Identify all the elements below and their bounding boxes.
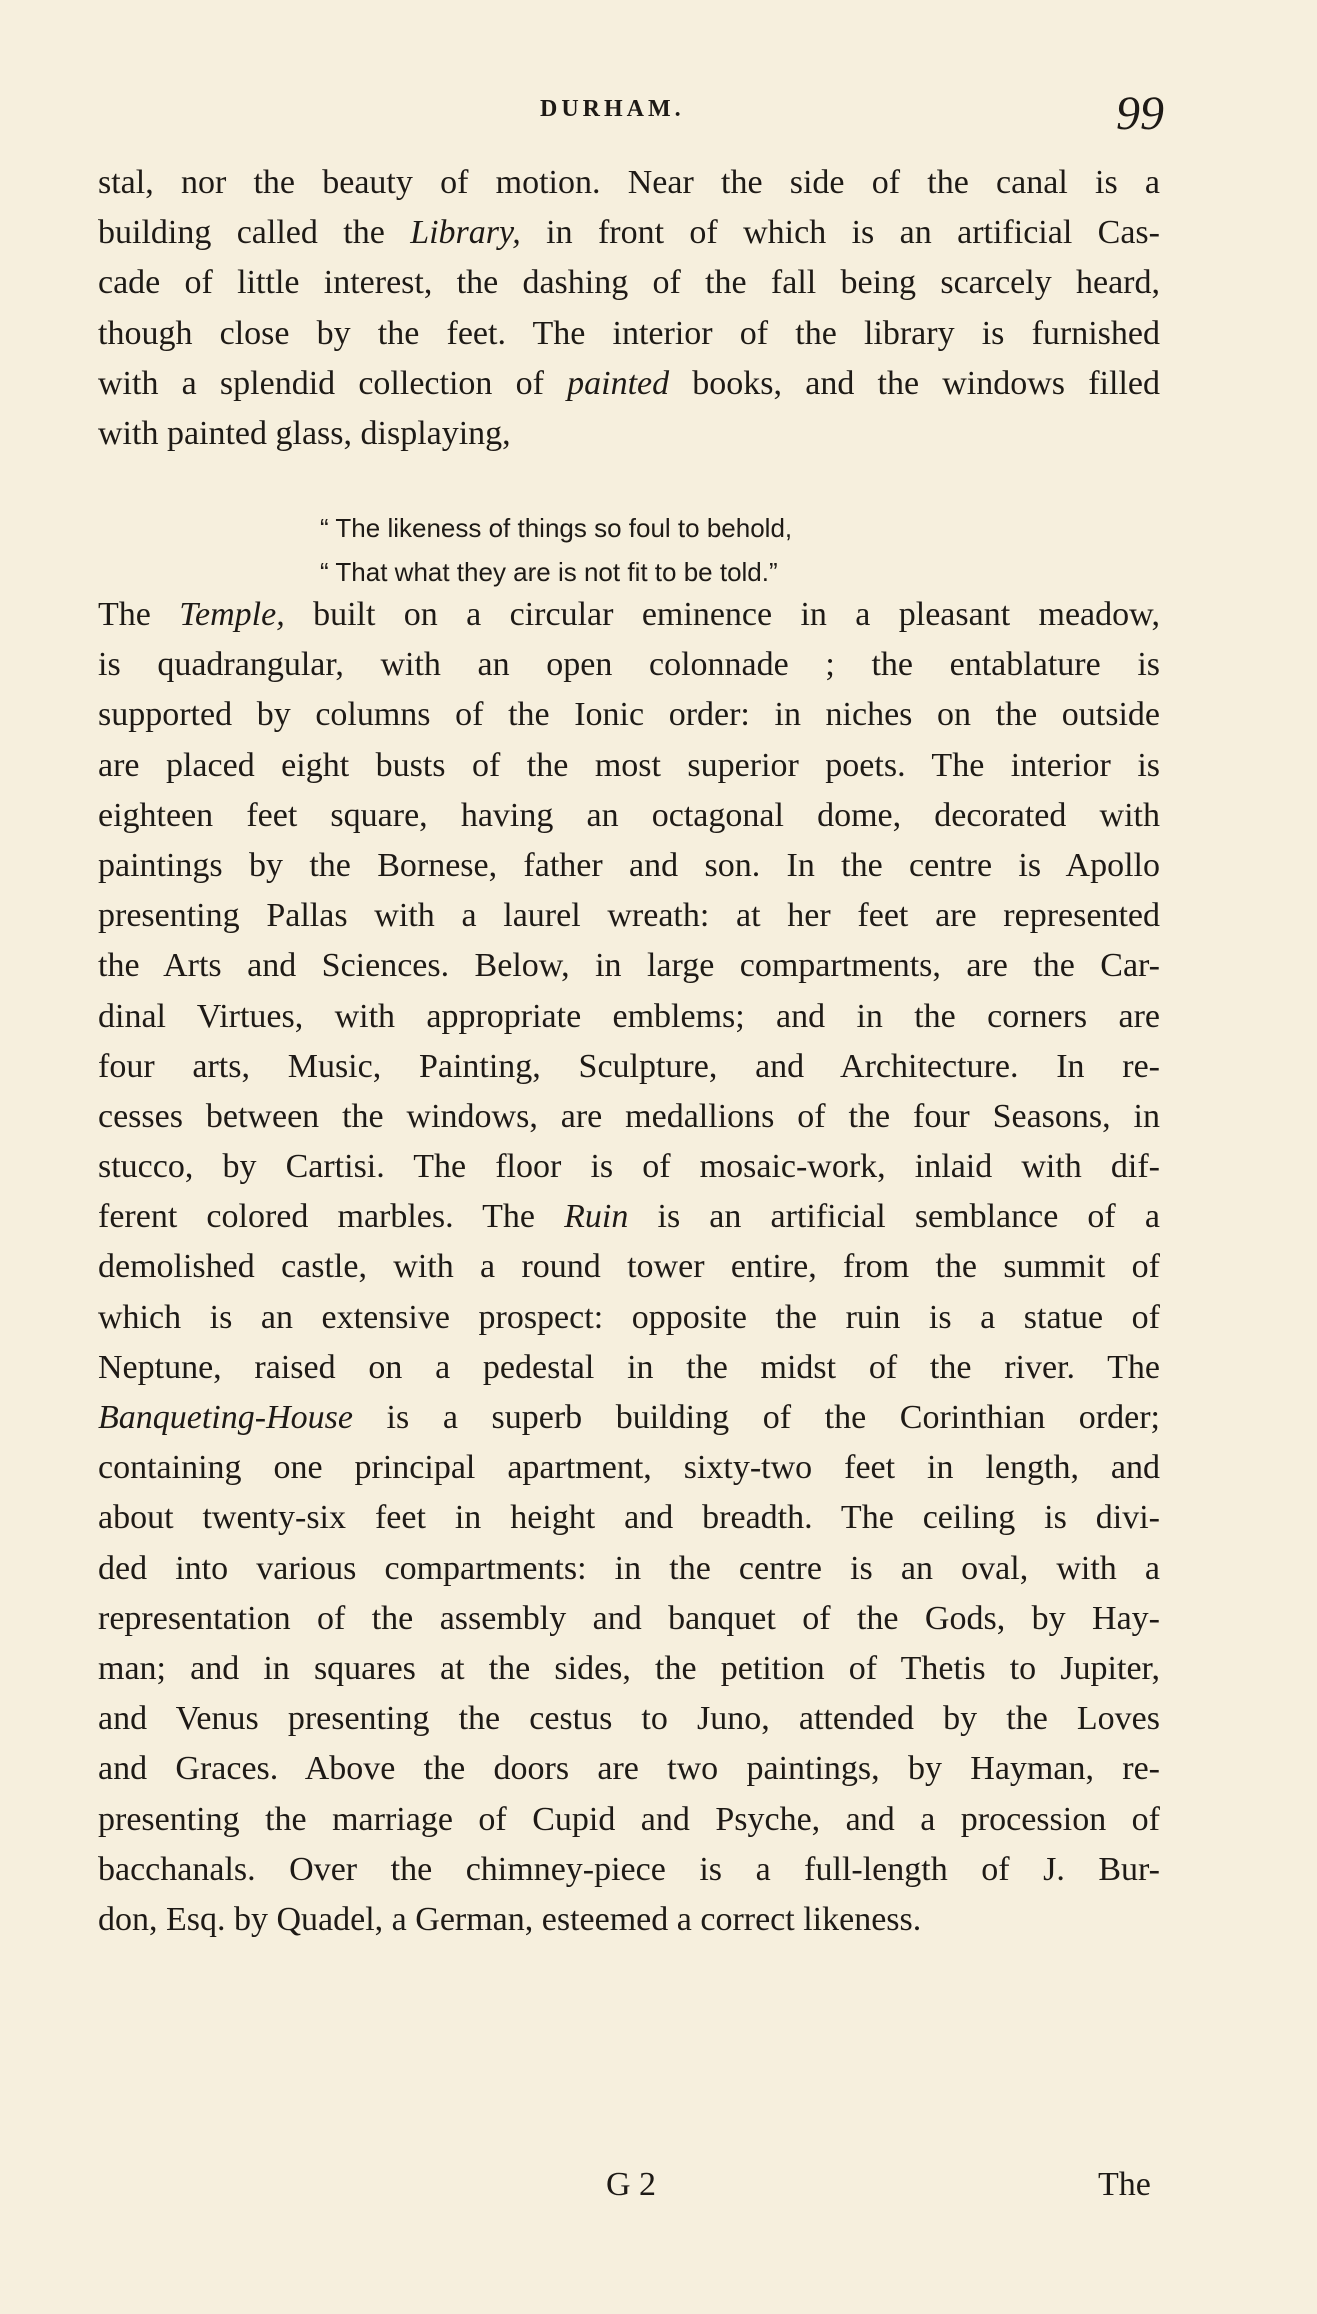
text-line: containing one principal apartment, sixty-two feet in length, and	[98, 1449, 1160, 1487]
text-line: with a splendid collection of painted books, and the windows filled	[98, 364, 1160, 402]
italic-term: painted	[567, 364, 670, 402]
text-line: about twenty-six feet in height and breadth. The ceiling is divi-	[98, 1499, 1160, 1537]
text-line: building called the Library, in front of which is an artificial Cas-	[98, 214, 1160, 252]
text-line: and Graces. Above the doors are two paintings, by Hayman, re-	[98, 1750, 1160, 1788]
text-line: paintings by the Bornese, father and son. In the centre is Apollo	[98, 846, 1160, 884]
text-line: ferent colored marbles. The Ruin is an artificial semblance of a	[98, 1198, 1160, 1236]
text-line: cade of little interest, the dashing of the fall being scarcely heard,	[98, 264, 1160, 302]
text-line: supported by columns of the Ionic order: in niches on the outside	[98, 696, 1160, 734]
italic-term: Banqueting-House	[98, 1399, 353, 1436]
text-line: which is an extensive prospect: opposite the ruin is a statue of	[98, 1298, 1160, 1336]
text-line: representation of the assembly and banquet of the Gods, by Hay-	[98, 1599, 1160, 1637]
text-line: eighteen feet square, having an octagonal dome, decorated with	[98, 796, 1160, 834]
italic-term: Ruin	[564, 1198, 629, 1236]
text-line: demolished castle, with a round tower entire, from the summit of	[98, 1248, 1160, 1286]
text-line: four arts, Music, Painting, Sculpture, and Architecture. In re-	[98, 1047, 1160, 1085]
paragraph-library	[98, 158, 1160, 459]
italic-term: Library,	[410, 214, 521, 252]
quote-line: “ The likeness of things so foul to behold,	[320, 513, 793, 543]
running-head: DURHAM.	[540, 96, 685, 122]
text-line: don, Esq. by Quadel, a German, esteemed a correct likeness.	[98, 1900, 922, 1938]
page-number: 99	[1116, 87, 1164, 140]
text-line: with painted glass, displaying,	[98, 414, 511, 452]
text-line: dinal Virtues, with appropriate emblems; and in the corners are	[98, 997, 1160, 1035]
verse-quotation	[320, 506, 1020, 594]
catchword: The	[1098, 2166, 1151, 2203]
text-line: Banqueting-House is a superb building of the Corinthian order;	[98, 1399, 1160, 1436]
text-line: stucco, by Cartisi. The floor is of mosaic-work, inlaid with dif-	[98, 1148, 1160, 1186]
page-footer	[0, 2166, 1317, 2216]
text-line: though close by the feet. The interior of the library is furnished	[98, 314, 1160, 352]
text-line: ded into various compartments: in the centre is an oval, with a	[98, 1549, 1160, 1587]
signature-mark: G 2	[606, 2166, 657, 2203]
italic-term: Temple,	[179, 596, 285, 633]
text-line: are placed eight busts of the most superior poets. The interior is	[98, 746, 1160, 784]
text-line: stal, nor the beauty of motion. Near the side of the canal is a	[98, 164, 1160, 201]
paragraph-temple	[98, 590, 1160, 1945]
text-line: the Arts and Sciences. Below, in large compartments, are the Car-	[98, 947, 1160, 985]
quote-line: “ That what they are is not fit to be told.”	[320, 557, 778, 587]
page-header	[0, 87, 1317, 152]
text-line: and Venus presenting the cestus to Juno, attended by the Loves	[98, 1700, 1160, 1738]
text-line: The Temple, built on a circular eminence in a pleasant meadow,	[98, 596, 1160, 633]
text-line: cesses between the windows, are medallions of the four Seasons, in	[98, 1097, 1160, 1135]
text-line: presenting the marriage of Cupid and Psyche, and a procession of	[98, 1800, 1160, 1838]
text-line: man; and in squares at the sides, the petition of Thetis to Jupiter,	[98, 1649, 1160, 1687]
text-line: bacchanals. Over the chimney-piece is a full-length of J. Bur-	[98, 1850, 1160, 1888]
text-line: is quadrangular, with an open colonnade ; the entablature is	[98, 646, 1160, 684]
text-line: Neptune, raised on a pedestal in the midst of the river. The	[98, 1348, 1160, 1386]
text-line: presenting Pallas with a laurel wreath: at her feet are represented	[98, 897, 1160, 935]
